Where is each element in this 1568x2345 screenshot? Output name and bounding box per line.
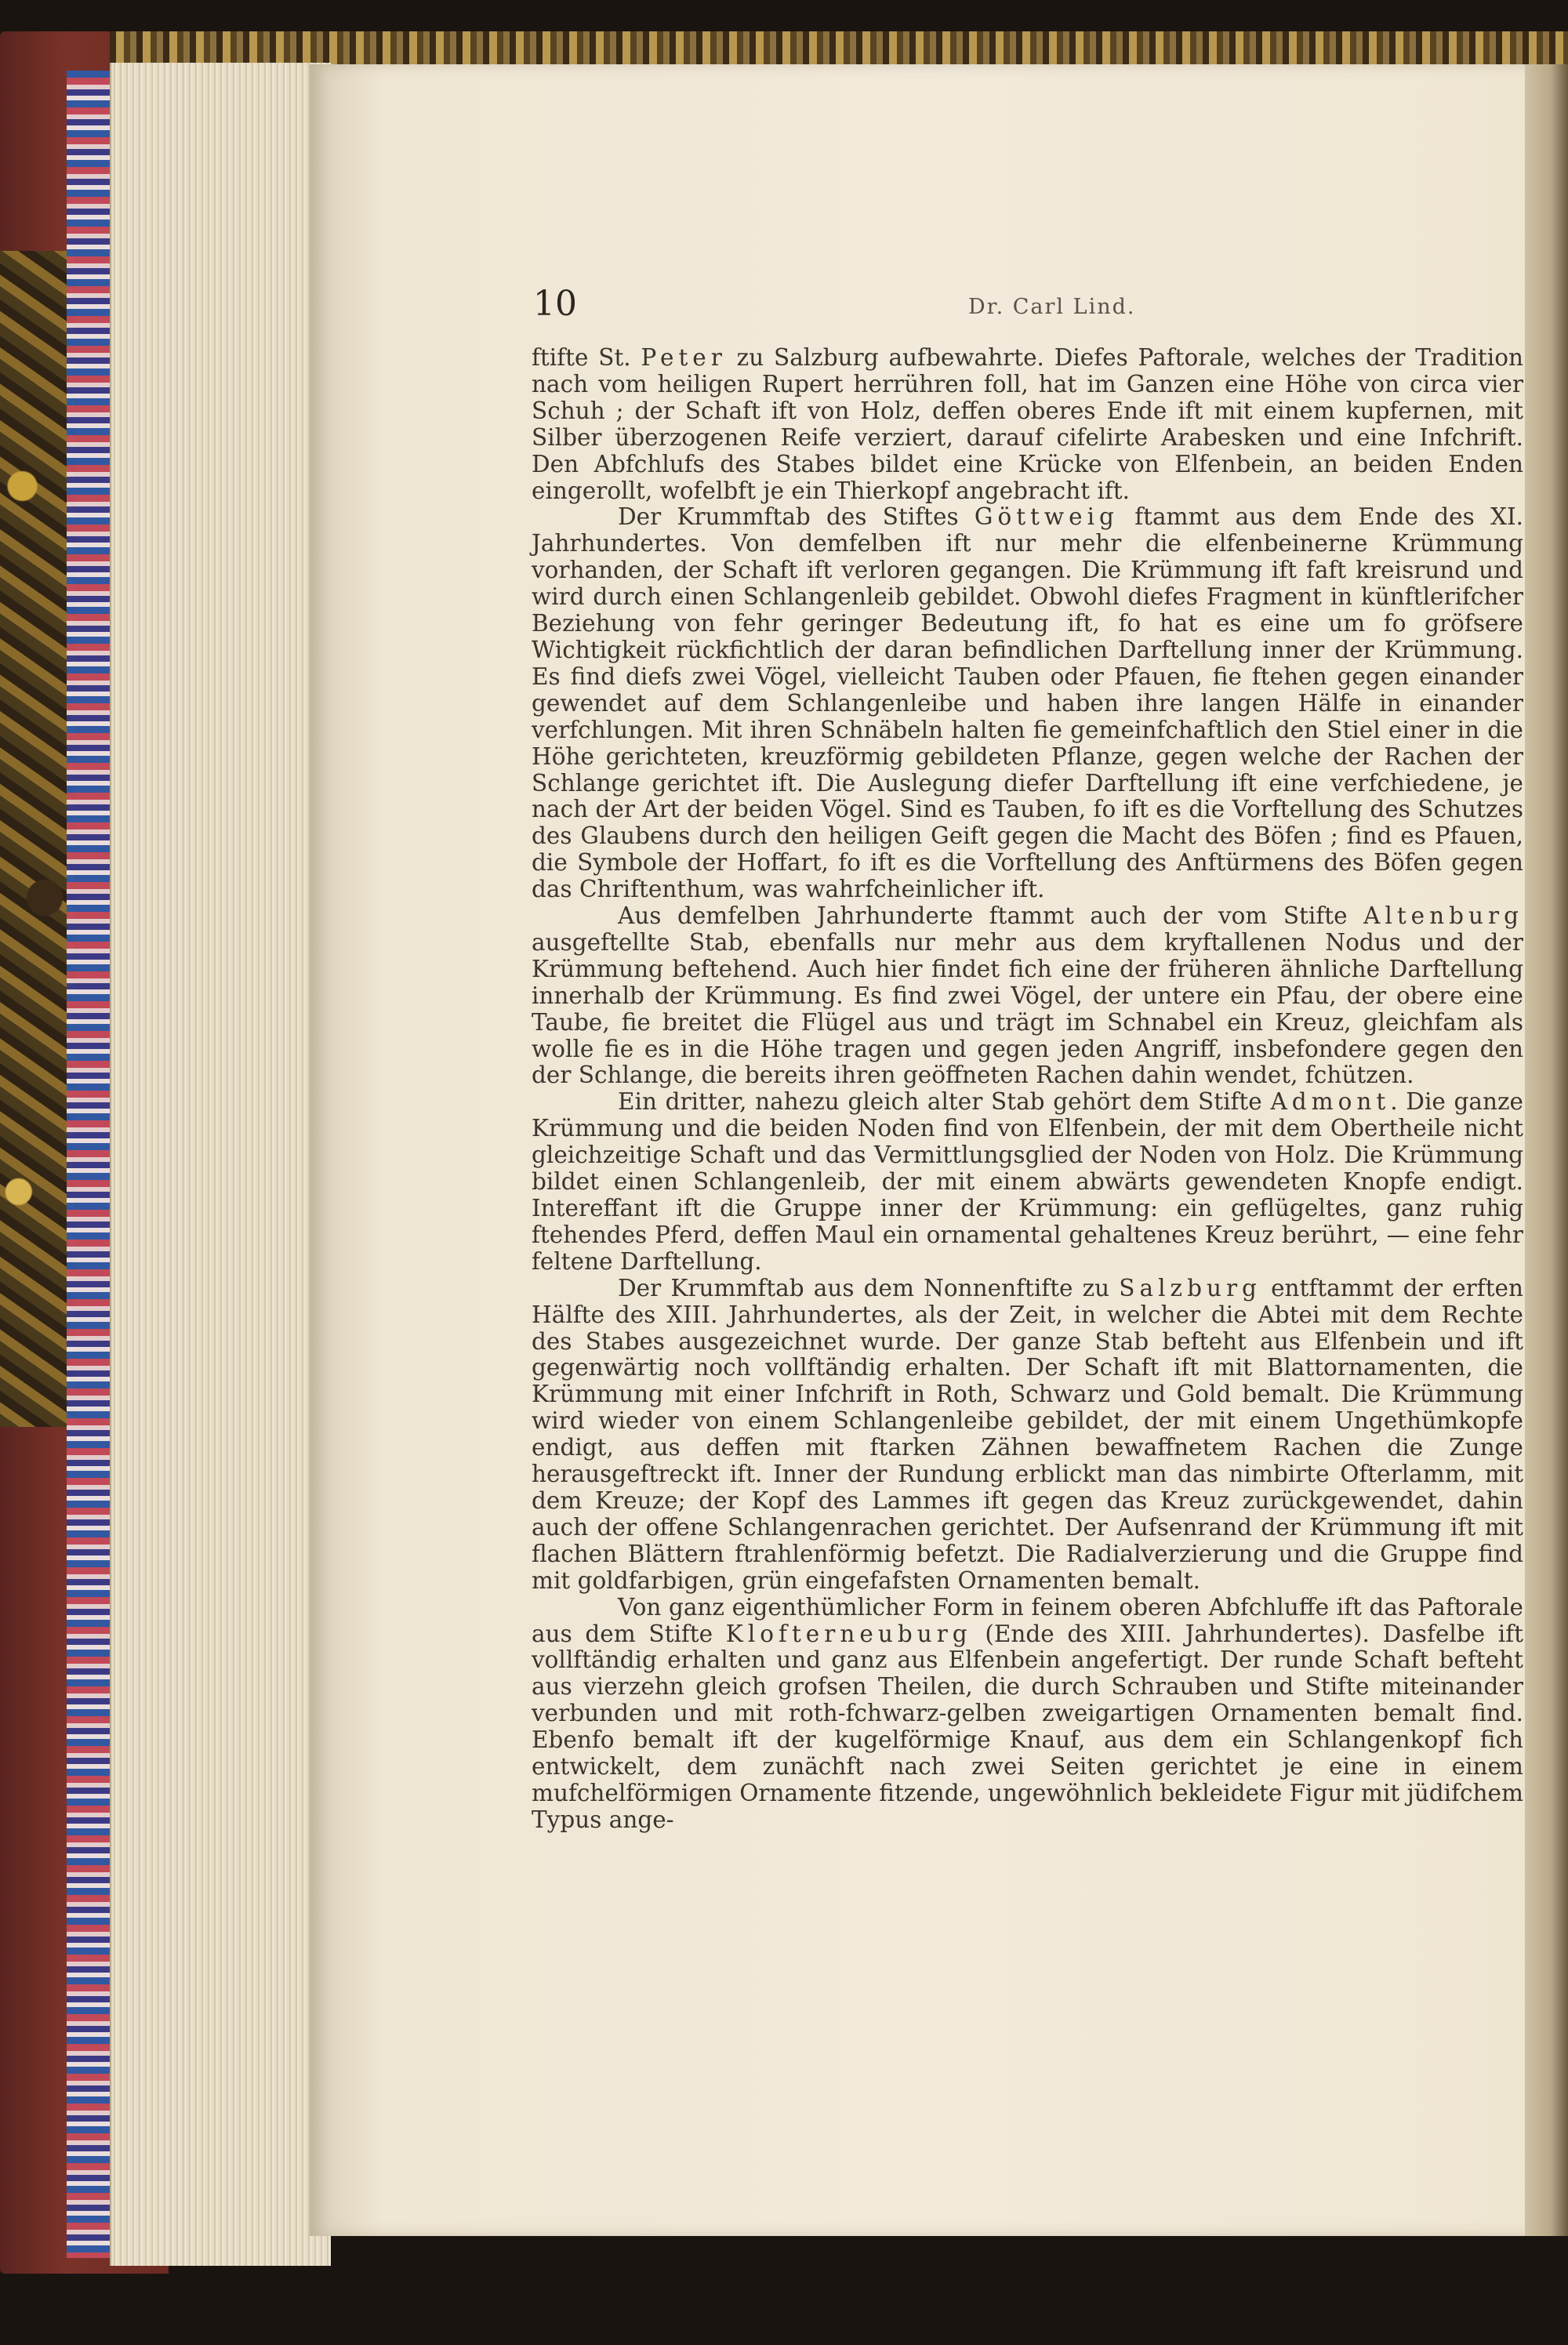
spaced-place-name: Admont — [1270, 1088, 1391, 1116]
spaced-place-name: Salzburg — [1119, 1274, 1261, 1301]
paragraph — [532, 903, 1523, 1089]
page-header — [533, 284, 1521, 331]
text-run: Der Krummftab aus dem Nonnenftifte zu — [618, 1274, 1120, 1301]
page-number: 10 — [533, 284, 577, 324]
text-run: Der Krummftab des Stiftes — [618, 503, 975, 531]
marbled-endpaper — [0, 251, 74, 1427]
spaced-place-name: Peter — [641, 344, 727, 371]
page-gutter-shadow — [1525, 64, 1568, 2236]
text-run: Ein dritter, nahezu gleich alter Stab gehört dem Stifte — [618, 1088, 1271, 1116]
paragraph — [532, 1089, 1523, 1275]
text-run: (Ende des XIII. Jahrhundertes). Dasfelbe ift vollftändig erhalten und ganz aus Elfenbein angefertigt. Der runde Schaft befteht aus vierzehn gleich grofsen Theilen, die durch Schrauben und Stifte miteinander verbunden und mit roth-fchwarz-gelben zweigartigen Ornamenten bemalt find. Ebenfo bemalt ift der kugelförmige Knauf, aus dem ein Schlangenkopf fich entwickelt, dem zunächft nach zwei Seiten gerichtet je eine in einem mufchelförmigen Ornamente fitzende, ungewöhnlich bekleidete Figur mit jüdifchem Typus ange- — [532, 1620, 1523, 1833]
paragraph — [532, 1595, 1523, 1834]
text-run: ftammt aus dem Ende des XI. Jahrhundertes. Von demfelben ift nur mehr die elfenbeinerne Krümmung vorhanden, der Schaft ift verloren gegangen. Die Krümmung ift faft kreisrund und wird durch einen Schlangenleib gebildet. Obwohl diefes Fragment in künftlerifcher Beziehung von fehr geringer Bedeutung ift, fo hat es eine um fo gröfsere Wichtigkeit rückfichtlich der daran befindlichen Darftellung inner der Krümmung. Es find diefs zwei Vögel, vielleicht Tauben oder Pfauen, fie ftehen gegen einander gewendet auf dem Schlangenleibe und haben ihre langen Hälfe in einander verfchlungen. Mit ihren Schnäbeln halten fie gemeinfchaftlich den Stiel einer in die Höhe gerichteten, kreuzförmig gebildeten Pflanze, gegen welche der Rachen der Schlange gerichtet ift. Die Auslegung diefer Darftellung ift eine verfchiedene, je nach der Art der beiden Vögel. Sind es Tauben, fo ift es die Vorftellung des Schutzes des Glaubens durch den heiligen Geift gegen die Macht des Böfen ; find es Pfauen, die Symbole der Hoffart, fo ift es die Vorftellung des Anftürmens des Böfen gegen das Chriftenthum, was wahrfcheinlicher ift. — [532, 503, 1524, 903]
paragraph — [532, 345, 1523, 504]
text-run: ausgeftellte Stab, ebenfalls nur mehr aus dem kryftallenen Nodus und der Krümmung beftehend. Auch hier findet fich eine der früheren ähnliche Darftellung innerhalb der Krümmung. Es find zwei Vögel, der untere ein Pfau, der obere eine Taube, fie breitet die Flügel aus und trägt im Schnabel ein Kreuz, gleichfam als wolle fie es in die Höhe tragen und gegen jeden Angriff, insbefondere gegen den der Schlange, die bereits ihren geöffneten Rachen dahin wendet, fchützen. — [532, 928, 1523, 1089]
paragraph — [532, 504, 1523, 903]
paragraph — [532, 1276, 1523, 1595]
text-run: entftammt der erften Hälfte des XIII. Jahrhundertes, als der Zeit, in welcher die Abtei mit dem Rechte des Stabes ausgezeichnet wurde. Der ganze Stab befteht aus Elfenbein und ift gegenwärtig noch vollftändig erhalten. Der Schaft ift mit Blattornamenten, die Krümmung mit einer Infchrift in Roth, Schwarz und Gold bemalt. Die Krümmung wird wieder von einem Schlangenleibe gebildet, der mit einem Ungethümkopfe endigt, aus deffen mit ftarken Zähnen bewaffnetem Rachen die Zunge herausgeftreckt ift. Inner der Rundung erblickt man das nimbirte Ofterlamm, mit dem Kreuze; der Kopf des Lammes ift gegen das Kreuz zurückgewendet, dahin auch der offene Schlangenrachen gerichtet. Der Aufsenrand der Krümmung ift mit flachen Blättern ftrahlenförmig befetzt. Die Radialverzierung und die Gruppe find mit goldfarbigen, grün eingefafsten Ornamenten bemalt. — [532, 1274, 1524, 1594]
spaced-place-name: Altenburg — [1363, 902, 1523, 930]
text-run: . Die ganze Krümmung und die beiden Noden find von Elfenbein, der mit dem Obertheile nicht gleichzeitige Schaft und das Vermittlungsglied der Noden von Holz. Die Krümmung bildet einen Schlangenleib, der mit einem abwärts gewendeten Knopfe endigt. Intereffant ift die Gruppe inner der Krümmung: ein geflügeltes, ganz ruhig ftehendes Pferd, deffen Maul ein ornamental gehaltenes Kreuz berührt, — eine fehr feltene Darftellung. — [532, 1088, 1523, 1275]
text-run: ftifte St. — [532, 344, 641, 371]
spaced-place-name: Klofterneuburg — [725, 1620, 972, 1647]
marbled-page-edge — [67, 71, 110, 2258]
spaced-place-name: Göttweig — [974, 503, 1119, 531]
body-text — [532, 345, 1523, 1834]
page-stack-edge — [110, 63, 331, 2266]
text-run: Aus demfelben Jahrhunderte ftammt auch der vom Stifte — [618, 902, 1364, 930]
running-head: Dr. Carl Lind. — [968, 295, 1136, 319]
text-run: zu Salzburg aufbewahrte. Diefes Paftorale, welches der Tradition nach vom heiligen Rupert herrühren foll, hat im Ganzen eine Höhe von circa vier Schuh ; der Schaft ift von Holz, deffen oberes Ende ift mit einem kupfernen, mit Silber überzogenen Reife verziert, darauf cifelirte Arabesken und eine Infchrift. Den Abfchlufs des Stabes bildet eine Krücke von Elfenbein, an beiden Enden eingerollt, wofelbft je ein Thierkopf angebracht ift. — [532, 344, 1523, 504]
text-run: Von ganz eigenthümlicher Form in feinem oberen Abfchluffe ift das Paftorale aus dem Stifte — [532, 1593, 1523, 1647]
